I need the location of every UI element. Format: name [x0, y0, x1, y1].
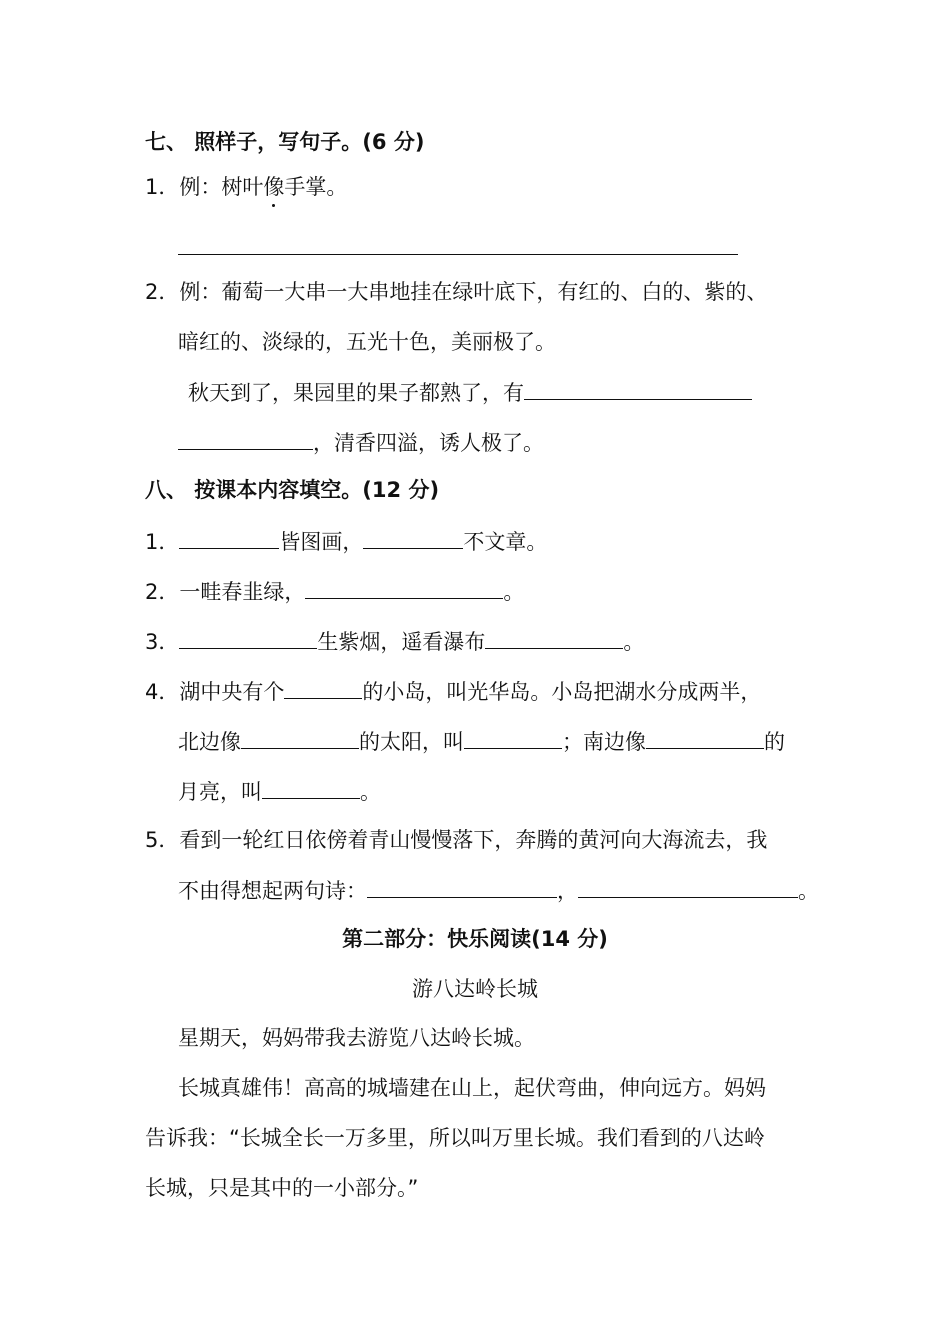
s7-q1-number: 1． [145, 175, 180, 199]
s8-q4-line1 [145, 676, 761, 706]
s8-q5-number: 5． [145, 828, 180, 852]
s8-q5-line1 [145, 826, 767, 854]
s8-q5-text-2a: 不由得想起两句诗： [178, 879, 367, 903]
emphasis-dot-icon [272, 204, 275, 207]
article-paragraph-2-line-2: 告诉我：“长城全长一万多里，所以叫万里长城。我们看到的八达岭 [145, 1126, 765, 1150]
s7-q1-line [145, 173, 347, 201]
s8-q4-text-2b: 的太阳，叫 [359, 730, 464, 754]
s8-q3-line [145, 626, 644, 656]
s8-q2-text-b: 。 [503, 580, 525, 604]
s8-q4-text-2c: ；南边像 [562, 730, 646, 754]
s7-q1-pre: 树叶 [221, 175, 264, 199]
s8-q2-line [145, 576, 524, 606]
article-title: 游八达岭长城 [412, 977, 538, 1001]
s8-q2-blank[interactable] [305, 576, 503, 599]
s8-q2-number: 2． [145, 580, 180, 604]
s8-q4-blank-5[interactable] [262, 776, 360, 799]
s8-q3-blank-2[interactable] [485, 626, 623, 649]
section-8-title: 八、 按课本内容填空。(12 分) [145, 478, 440, 502]
s8-q1-blank-2[interactable] [363, 526, 463, 549]
s8-q4-line2 [178, 726, 785, 756]
s8-q4-number: 4． [145, 680, 180, 704]
s8-q3-text-b: 。 [623, 630, 645, 654]
s7-q1-answer-blank[interactable] [178, 232, 738, 255]
s8-q4-text-1a: 湖中央有个 [179, 680, 285, 704]
s7-q2-example: 例：葡萄一大串一大串地挂在绿叶底下，有红的、白的、紫的、 [179, 280, 768, 304]
section-7-title: 七、 照样子，写句子。(6 分) [145, 130, 425, 154]
s8-q1-line [145, 526, 547, 556]
s8-q4-text-1b: 的小岛，叫光华岛。小岛把湖水分成两半， [362, 680, 762, 704]
s8-q5-blank-2[interactable] [578, 875, 798, 898]
s7-q2-line1 [145, 278, 767, 306]
s7-q2-ending: ，清香四溢，诱人极了。 [313, 431, 544, 455]
s8-q5-line2 [178, 875, 819, 905]
s8-q5-text-2b: ， [557, 879, 578, 903]
s8-q4-blank-1[interactable] [284, 676, 362, 699]
s7-q2-prompt: 秋天到了，果园里的果子都熟了，有 [188, 381, 524, 405]
s8-q1-number: 1． [145, 530, 180, 554]
s8-q4-text-2a: 北边像 [178, 730, 241, 754]
article-paragraph-2-line-1: 长城真雄伟！高高的城墙建在山上，起伏弯曲，伸向远方。妈妈 [178, 1076, 766, 1100]
s7-q2-line4 [178, 427, 544, 457]
s8-q4-text-2d: 的 [764, 730, 785, 754]
s8-q3-blank-1[interactable] [179, 626, 317, 649]
s8-q3-number: 3． [145, 630, 180, 654]
s8-q4-blank-2[interactable] [241, 726, 359, 749]
s8-q4-line3 [178, 776, 381, 806]
s8-q5-text-1: 看到一轮红日依傍着青山慢慢落下，奔腾的黄河向大海流去，我 [179, 828, 768, 852]
s8-q1-text-a: 皆图画， [279, 530, 364, 554]
s8-q5-blank-1[interactable] [367, 875, 557, 898]
s7-q2-blank-2[interactable] [178, 427, 313, 450]
article-paragraph-1: 星期天，妈妈带我去游览八达岭长城。 [178, 1026, 535, 1050]
s7-q1-dotted-text: 像 [263, 175, 285, 199]
s7-q2-line2: 暗红的、淡绿的，五光十色，美丽极了。 [178, 330, 556, 354]
s8-q4-text-3b: 。 [360, 780, 381, 804]
s7-q1-emphasis-char [263, 173, 284, 201]
s8-q3-text-a: 生紫烟，遥看瀑布 [317, 630, 486, 654]
s7-q1-post: 手掌。 [284, 175, 348, 199]
s8-q4-text-3a: 月亮，叫 [178, 780, 262, 804]
s8-q5-text-2c: 。 [798, 879, 819, 903]
part-2-title: 第二部分：快乐阅读(14 分) [342, 927, 608, 951]
s7-q2-number: 2． [145, 280, 180, 304]
s8-q2-text-a: 一畦春韭绿， [179, 580, 306, 604]
s8-q1-blank-1[interactable] [179, 526, 279, 549]
s7-q2-line3 [188, 377, 752, 407]
s8-q4-blank-3[interactable] [464, 726, 562, 749]
article-paragraph-2-line-3: 长城，只是其中的一小部分。” [145, 1176, 419, 1200]
s8-q1-text-b: 不文章。 [463, 530, 548, 554]
s7-q1-label: 例： [179, 175, 222, 199]
s7-q2-blank-1[interactable] [524, 377, 752, 400]
s8-q4-blank-4[interactable] [646, 726, 764, 749]
